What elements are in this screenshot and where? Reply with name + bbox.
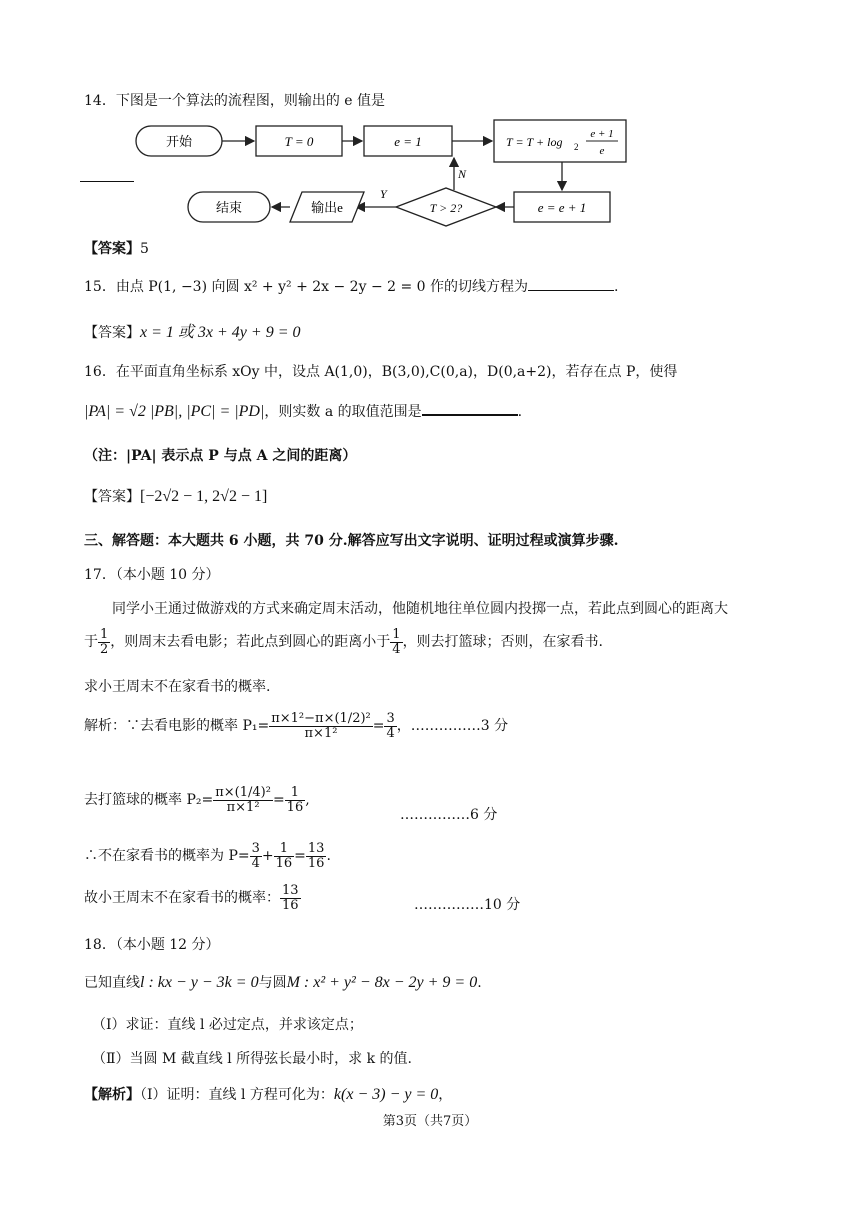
text: 与圆 <box>258 975 287 991</box>
flow-decision-label: T > 2? <box>429 201 463 215</box>
q18-given <box>84 972 482 992</box>
score-mark: ，……………3 分 <box>396 718 509 735</box>
fraction-1-16: $\frac{1}{16}$ <box>286 785 304 815</box>
fraction-half: $\frac{1}{2}$ <box>100 627 109 657</box>
q17-header: 17．（本小题 10 分） <box>84 567 220 583</box>
q15-stem-end: . <box>614 279 619 295</box>
plus: + <box>261 848 274 865</box>
text: , <box>305 792 310 809</box>
flow-yes-label: Y <box>380 187 387 201</box>
q17-step1 <box>84 712 508 740</box>
text: . <box>326 848 331 865</box>
q18-part2: （Ⅱ）当圆 M 截直线 l 所得弦长最小时，求 k 的值. <box>92 1051 412 1067</box>
q16-answer-blank <box>422 400 518 416</box>
answer-value: 5 <box>140 241 149 257</box>
q16-note: （注：|PA| 表示点 P 与点 A 之间的距离） <box>84 448 357 464</box>
flow-no-label: N <box>458 167 467 181</box>
q16-condition: |PA| = √2 |PB|, |PC| = |PD| <box>84 403 265 420</box>
q16-end: . <box>517 404 523 420</box>
solution-equation: k(x − 3) − y = 0 <box>333 1086 439 1103</box>
q18-part1: （Ⅰ）求证：直线 l 必过定点，并求该定点； <box>92 1017 363 1033</box>
q16-answer <box>84 486 267 506</box>
answer-value: [−2√2 − 1, 2√2 − 1] <box>140 488 268 505</box>
fraction-3-4: $\frac{3}{4}$ <box>251 841 260 871</box>
answer-label: 【答案】 <box>84 489 140 505</box>
q15-answer <box>84 319 301 342</box>
answer-value: x = 1 或 3x + 4y + 9 = 0 <box>140 324 301 341</box>
flow-start-label: 开始 <box>165 134 193 149</box>
flow-update-t-label: T = T + log <box>506 135 563 149</box>
text: （Ⅰ）证明：直线 l 方程可化为： <box>140 1087 334 1103</box>
q17-para1: 同学小王通过做游戏的方式来确定周末活动，他随机地往单位圆内投掷一点，若此点到圆心的距离大 <box>112 601 728 617</box>
q14-answer-blank <box>80 180 134 182</box>
fraction-13-16: $\frac{13}{16}$ <box>282 883 299 913</box>
fraction-3-4: $\frac{3}{4}$ <box>386 711 395 741</box>
equals: = <box>272 792 285 809</box>
equals: = <box>372 718 385 735</box>
text: 已知直线 <box>84 975 140 991</box>
text: ， <box>438 1087 453 1103</box>
q18-solution <box>84 1084 452 1104</box>
fraction-1-16: $\frac{1}{16}$ <box>275 841 293 871</box>
fraction-quarter: $\frac{1}{4}$ <box>392 627 401 657</box>
page-footer: 第3页（共7页） <box>382 1114 478 1129</box>
q17-step4 <box>84 884 301 912</box>
section-heading: 三、解答题：本大题共 6 小题，共 70 分.解答应写出文字说明、证明过程或演算步骤. <box>84 533 619 549</box>
fraction-p1: $\frac{\text{π×1²−π×(1/2)²}}{\text{π×1²}}$ <box>271 711 371 741</box>
q14-stem: 14．下图是一个算法的流程图，则输出的 e 值是 <box>84 93 385 109</box>
q15-stem <box>84 276 618 296</box>
flow-init-e-label: e = 1 <box>394 134 422 149</box>
text: ，则去打篮球；否则，在家看书. <box>402 634 604 651</box>
answer-label: 【答案】 <box>84 241 140 257</box>
flow-end-label: 结束 <box>215 200 243 215</box>
equals: = <box>294 848 306 865</box>
q15-stem-text: 15．由点 P(1, −3) 向圆 x² + y² + 2x − 2y − 2 = 0 作的切线方程为 <box>84 279 529 295</box>
text: ，则周末去看电影；若此点到圆心的距离小于 <box>110 634 391 651</box>
answer-label: 【答案】 <box>84 325 140 341</box>
fraction-13-16: $\frac{13}{16}$ <box>307 841 325 871</box>
text: . <box>477 975 482 991</box>
q17-step2-mark: ……………6 分 <box>400 807 498 823</box>
q15-answer-blank <box>528 276 614 291</box>
flow-frac-den: e <box>599 145 605 157</box>
text: ∴不在家看书的概率为 P= <box>84 848 250 865</box>
q16-stem-line2 <box>84 400 522 421</box>
text: 去打篮球的概率 P₂= <box>84 792 214 809</box>
flow-log-base: 2 <box>574 142 579 152</box>
solution-label: 【解析】 <box>84 1087 140 1103</box>
flow-init-t-label: T = 0 <box>284 134 314 149</box>
flowchart <box>78 112 638 230</box>
q16-ask: ，则实数 a 的取值范围是 <box>264 404 422 420</box>
q17-para2 <box>84 628 603 656</box>
q17-ask: 求小王周末不在家看书的概率. <box>84 679 271 695</box>
q16-stem-line1: 16．在平面直角坐标系 xOy 中，设点 A(1,0)，B(3,0),C(0,a)，D(0,a+2)，若存在点 P，使得 <box>84 364 678 380</box>
q17-step3 <box>84 842 331 870</box>
flow-frac-num: e + 1 <box>590 128 614 140</box>
text: 于 <box>84 634 98 651</box>
fraction-p2: $\frac{\text{π×(1/4)²}}{\text{π×1²}}$ <box>215 785 271 815</box>
q18-header: 18．（本小题 12 分） <box>84 937 220 953</box>
text: 故小王周末不在家看书的概率： <box>84 890 280 907</box>
text: 解析：∵去看电影的概率 P₁= <box>84 718 270 735</box>
flow-output-label: 输出e <box>311 200 343 215</box>
q17-step4-mark: ……………10 分 <box>414 897 521 913</box>
line-equation: l : kx − y − 3k = 0 <box>140 974 259 991</box>
circle-equation: M : x² + y² − 8x − 2y + 9 = 0 <box>286 974 478 991</box>
q17-step2 <box>84 786 310 814</box>
flow-increment-label: e = e + 1 <box>537 200 587 215</box>
q14-answer <box>84 238 149 258</box>
